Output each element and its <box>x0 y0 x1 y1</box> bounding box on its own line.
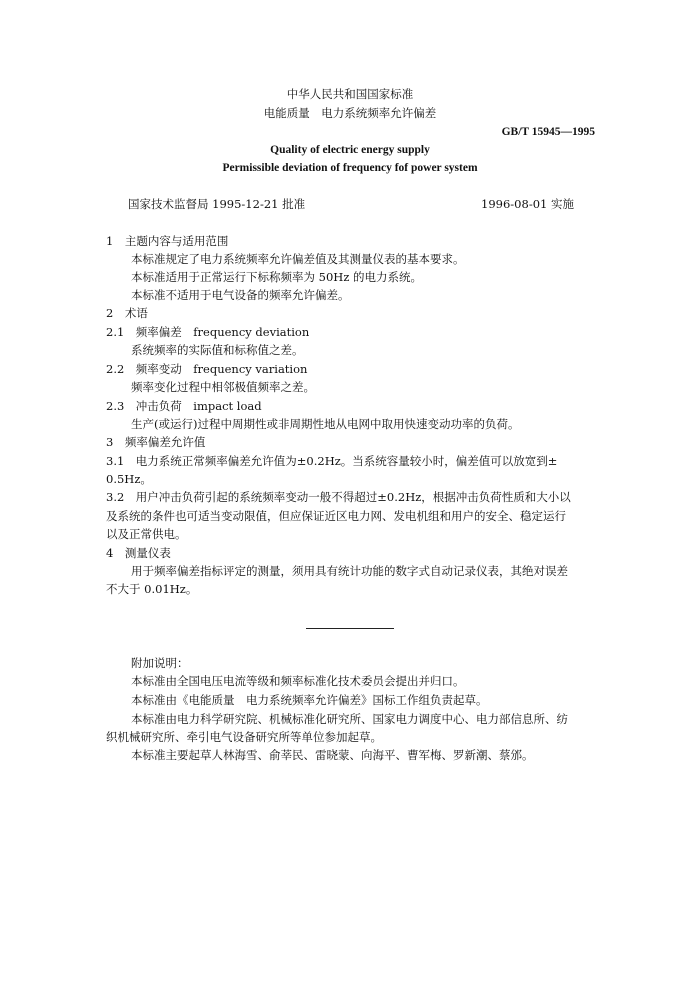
section-3-2-line-3: 以及正常供电。 <box>106 527 187 541</box>
section-3-2-line-1: 3.2 用户冲击负荷引起的系统频率变动一般不得超过±0.2Hz，根据冲击负荷性质和大小以 <box>106 490 571 504</box>
section-2-2-text: 频率变化过程中相邻极值频率之差。 <box>131 380 315 394</box>
section-divider <box>306 628 394 629</box>
effective-date: 1996-08-01 实施 <box>481 197 574 211</box>
section-2-heading: 2 术语 <box>106 306 148 320</box>
section-2-3-text: 生产(或运行)过程中周期性或非周期性地从电网中取用快速变动功率的负荷。 <box>131 417 520 431</box>
note-1: 本标准由全国电压电流等级和频率标准化技术委员会提出并归口。 <box>131 674 465 688</box>
section-4-line-1: 用于频率偏差指标评定的测量，须用具有统计功能的数字式自动记录仪表，其绝对误差 <box>131 564 568 578</box>
standard-title-en-1: Quality of electric energy supply <box>270 144 430 156</box>
section-4-line-2: 不大于 0.01Hz。 <box>106 582 198 596</box>
standard-code: GB/T 15945—1995 <box>501 126 595 138</box>
notes-heading: 附加说明： <box>131 656 189 670</box>
section-2-1-text: 系统频率的实际值和标称值之差。 <box>131 343 304 357</box>
section-4-heading: 4 测量仪表 <box>106 546 171 560</box>
standard-title-en-2: Permissible deviation of frequency fof power system <box>222 162 478 174</box>
section-2-2-heading: 2.2 频率变动 frequency variation <box>106 362 308 376</box>
standard-subtitle-cn: 电能质量 电力系统频率允许偏差 <box>263 106 437 120</box>
section-1-paragraph-3: 本标准不适用于电气设备的频率允许偏差。 <box>131 288 350 302</box>
section-3-1-line-2: 0.5Hz。 <box>106 472 152 486</box>
section-1-heading: 1 主题内容与适用范围 <box>106 234 229 248</box>
section-2-3-heading: 2.3 冲击负荷 impact load <box>106 399 262 413</box>
note-2: 本标准由《电能质量 电力系统频率允许偏差》国标工作组负责起草。 <box>131 693 488 707</box>
section-3-1-line-1: 3.1 电力系统正常频率偏差允许值为±0.2Hz。当系统容量较小时，偏差值可以放宽到± <box>106 454 558 468</box>
note-3-line-2: 织机械研究所、牵引电气设备研究所等单位参加起草。 <box>106 730 382 744</box>
section-3-heading: 3 频率偏差允许值 <box>106 435 206 449</box>
section-2-1-heading: 2.1 频率偏差 frequency deviation <box>106 325 310 339</box>
note-4: 本标准主要起草人林海雪、俞莘民、雷晓蒙、向海平、曹军梅、罗新潮、蔡邠。 <box>131 748 534 762</box>
section-1-paragraph-2: 本标准适用于正常运行下标称频率为 50Hz 的电力系统。 <box>131 270 423 284</box>
approval-line: 国家技术监督局 1995-12-21 批准 <box>128 197 306 211</box>
section-3-2-line-2: 及系统的条件也可适当变动限值，但应保证近区电力网、发电机组和用户的安全、稳定运行 <box>106 509 566 523</box>
standard-title-cn: 中华人民共和国国家标准 <box>286 87 414 101</box>
note-3-line-1: 本标准由电力科学研究院、机械标准化研究所、国家电力调度中心、电力部信息所、纺 <box>131 712 568 726</box>
section-1-paragraph-1: 本标准规定了电力系统频率允许偏差值及其测量仪表的基本要求。 <box>131 252 465 266</box>
